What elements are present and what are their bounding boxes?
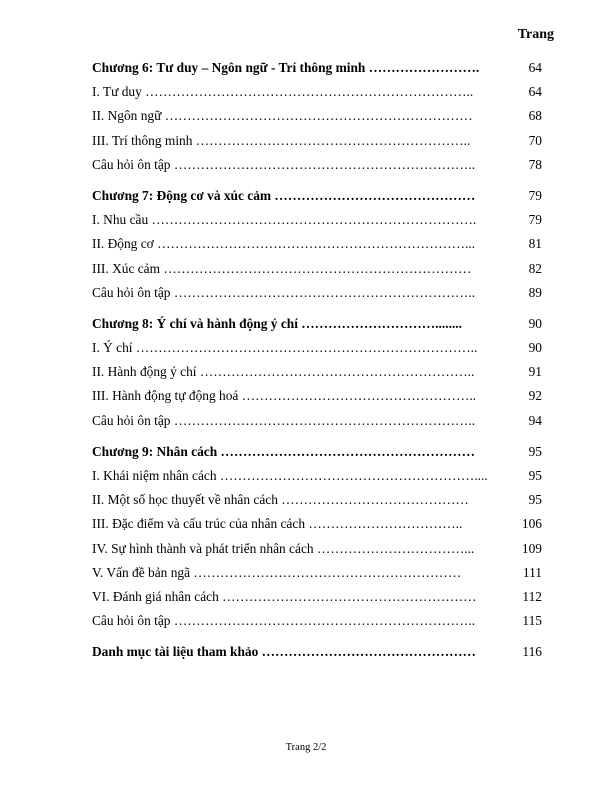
page-number: 106: [521, 516, 542, 532]
page-number: 82: [528, 260, 542, 276]
page-number: 95: [528, 443, 542, 459]
toc-entry: [92, 512, 542, 536]
toc-entry: [92, 488, 542, 512]
page-number: 70: [528, 132, 542, 148]
entry-title: I. Nhu cầu ……………………………………………………………….: [92, 212, 477, 228]
toc-chapter-entry: [92, 440, 542, 464]
toc-entry: [92, 609, 542, 633]
entry-title: III. Xúc cảm ……………………………………………………………: [92, 260, 472, 276]
table-of-contents: [92, 56, 542, 665]
entry-title: III. Trí thông minh ……………………………………………………..: [92, 132, 471, 148]
toc-entry: [92, 129, 542, 153]
page-column-header: Trang: [517, 27, 554, 42]
toc-section: [92, 640, 542, 664]
page-number: 116: [522, 644, 542, 660]
toc-chapter-entry: [92, 184, 542, 208]
page-number: 112: [522, 588, 542, 604]
toc-entry: [92, 464, 542, 488]
toc-entry: [92, 384, 542, 408]
entry-title: Câu hỏi ôn tập …………………………………………………………..: [92, 412, 476, 428]
page-number: 68: [528, 108, 542, 124]
page-number: 78: [528, 156, 542, 172]
toc-entry: [92, 153, 542, 177]
entry-title: Câu hỏi ôn tập …………………………………………………………..: [92, 284, 476, 300]
toc-entry: [92, 336, 542, 360]
toc-section: [92, 312, 542, 433]
page-number: 111: [522, 564, 542, 580]
entry-title: I. Tư duy ………………………………………………………………..: [92, 84, 474, 100]
entry-title: III. Đặc điểm và cấu trúc của nhân cách ……………………………..: [92, 516, 463, 532]
chapter-title: Chương 6: Tư duy – Ngôn ngữ - Trí thông minh …………………….: [92, 60, 480, 75]
page-number: 95: [528, 492, 542, 508]
toc-entry: [92, 360, 542, 384]
toc-section: [92, 184, 542, 305]
page-number: 81: [528, 236, 542, 252]
toc-entry: [92, 232, 542, 256]
chapter-title: Chương 8: Ý chí và hành động ý chí …………………………........: [92, 315, 462, 331]
entry-title: Câu hỏi ôn tập …………………………………………………………..: [92, 156, 476, 172]
page-number: 92: [528, 388, 542, 404]
entry-title: I. Ý chí …………………………………………………………………..: [92, 340, 478, 356]
entry-title: I. Khái niệm nhân cách …………………………………………………....: [92, 468, 488, 483]
toc-entry: [92, 80, 542, 104]
toc-section: [92, 440, 542, 634]
page-number: 91: [528, 364, 542, 380]
toc-entry: [92, 257, 542, 281]
page-number: 90: [528, 340, 542, 356]
chapter-title: Chương 9: Nhân cách …………………………………………………: [92, 443, 475, 459]
entry-title: Câu hỏi ôn tập …………………………………………………………..: [92, 613, 476, 629]
page-number: 89: [528, 284, 542, 300]
entry-title: II. Hành động ý chí ……………………………………………………..: [92, 364, 475, 380]
page-number: 64: [528, 84, 542, 100]
entry-title: II. Một số học thuyết về nhân cách ……………………………………: [92, 492, 469, 508]
entry-title: V. Vấn đề bản ngã ……………………………………………………: [92, 564, 462, 580]
page-number: 95: [528, 468, 542, 483]
toc-chapter-entry: [92, 312, 542, 336]
chapter-title: Danh mục tài liệu tham khảo …………………………………………: [92, 644, 476, 660]
page-number: 64: [528, 60, 542, 75]
toc-entry: [92, 585, 542, 609]
toc-entry: [92, 537, 542, 561]
page-number: 90: [528, 315, 542, 331]
chapter-title: Chương 7: Động cơ và xúc cảm ………………………………………: [92, 187, 476, 203]
toc-section: [92, 56, 542, 177]
page-number: 79: [528, 187, 542, 203]
toc-chapter-entry: [92, 640, 542, 664]
entry-title: IV. Sự hình thành và phát triển nhân cách ……………………………...: [92, 540, 475, 556]
toc-chapter-entry: [92, 56, 542, 80]
toc-entry: [92, 104, 542, 128]
page-number: 79: [528, 212, 542, 228]
entry-title: VI. Đánh giá nhân cách …………………………………………………: [92, 588, 477, 604]
entry-title: III. Hành động tự động hoá ……………………………………………..: [92, 388, 477, 404]
page-footer: Trang 2/2: [285, 742, 327, 753]
toc-entry: [92, 208, 542, 232]
page-number: 109: [521, 540, 542, 556]
page-number: 115: [522, 613, 542, 629]
toc-entry: [92, 409, 542, 433]
entry-title: II. Ngôn ngữ ……………………………………………………………: [92, 108, 473, 124]
toc-entry: [92, 281, 542, 305]
page-number: 94: [528, 412, 542, 428]
entry-title: II. Động cơ ……………………………………………………………...: [92, 236, 476, 252]
toc-entry: [92, 561, 542, 585]
